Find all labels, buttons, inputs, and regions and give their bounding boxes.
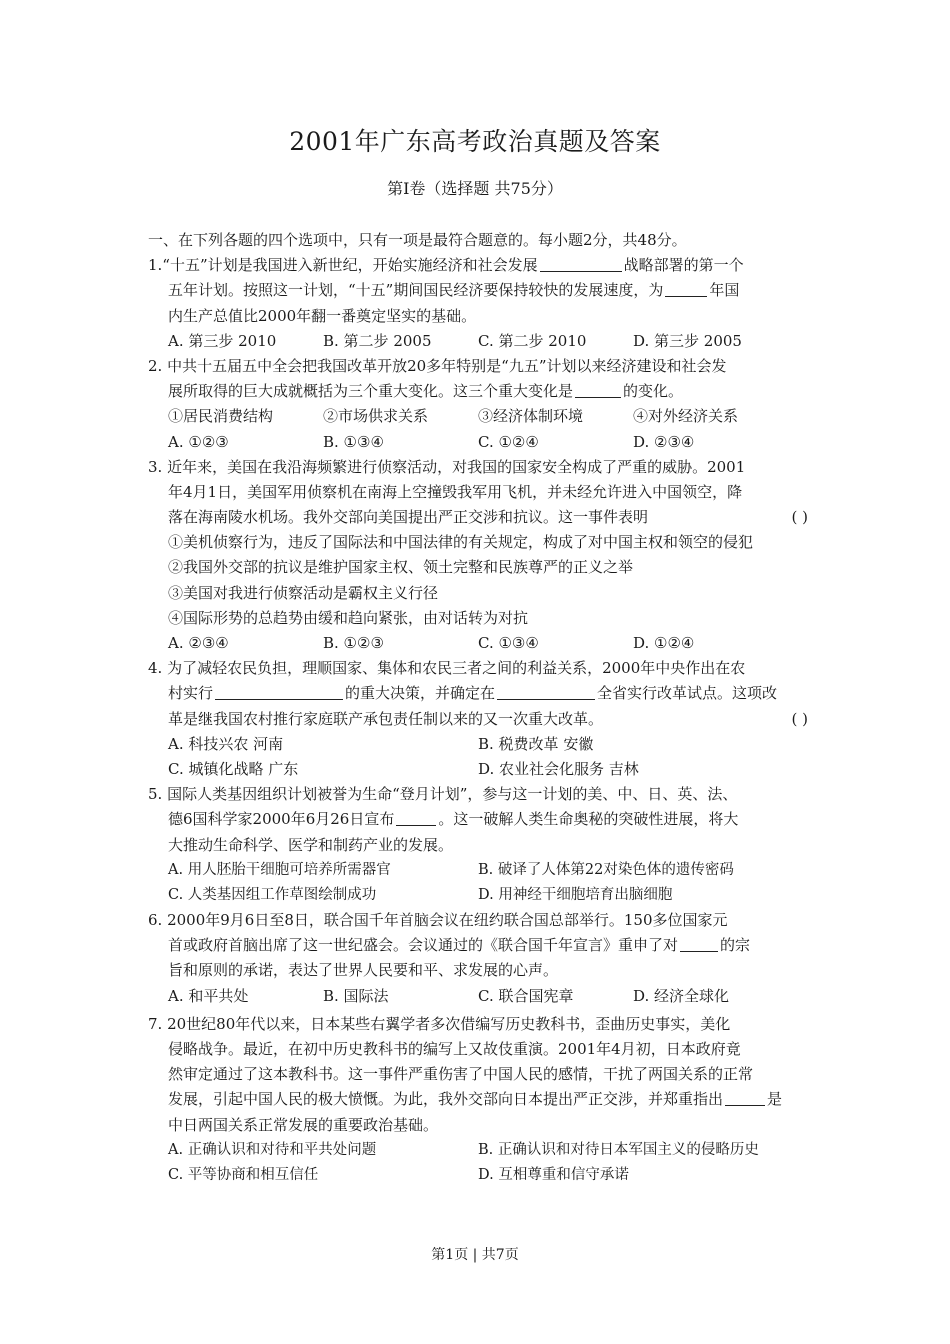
section-intro: 一、在下列各题的四个选项中，只有一项是最符合题意的。每小题2分，共48分。 bbox=[148, 231, 687, 249]
option-b: B. ①②③ bbox=[323, 634, 384, 652]
q3-statement: ④国际形势的总趋势由缓和趋向紧张，由对话转为对抗 bbox=[168, 608, 529, 627]
q2-options bbox=[148, 430, 808, 455]
q6-text: 首或政府首脑出席了这一世纪盛会。会议通过的《联合国千年宣言》重申了对 bbox=[168, 936, 679, 955]
option-d: D. ①②④ bbox=[633, 634, 695, 652]
option-d: D. 互相尊重和信守承诺 bbox=[478, 1166, 629, 1183]
option-d: D. 第三步 2005 bbox=[633, 331, 742, 350]
q7-options bbox=[148, 1163, 808, 1188]
q1-text: 战略部署的第一个 bbox=[623, 256, 744, 275]
option-d: D. 农业社会化服务 吉林 bbox=[478, 759, 639, 778]
item-1: ①居民消费结构 bbox=[168, 407, 274, 426]
q2-items bbox=[148, 404, 808, 429]
option-b: B. ①③④ bbox=[323, 432, 384, 451]
q2-text: 展所取得的巨大成就概括为三个重大变化。这三个重大变化是 bbox=[168, 382, 574, 401]
q4-options bbox=[148, 757, 808, 782]
q3-text: 年4月1日，美国军用侦察机在南海上空撞毁我军用飞机，并未经允许进入中国领空，降 bbox=[168, 482, 743, 501]
q7-text: 7. 20世纪80年代以来，日本某些右翼学者多次借编写历史教科书，歪曲历史事实，美化 bbox=[148, 1014, 731, 1033]
question-7 bbox=[148, 1012, 808, 1188]
answer-blank bbox=[680, 934, 718, 952]
question-4 bbox=[148, 656, 808, 782]
option-c: C. 人类基因组工作草图绘制成功 bbox=[168, 886, 377, 903]
item-3: ③经济体制环境 bbox=[478, 407, 584, 426]
option-a: A. ②③④ bbox=[168, 634, 229, 652]
answer-blank bbox=[497, 682, 595, 700]
q4-options bbox=[148, 732, 808, 757]
answer-blank bbox=[665, 279, 707, 297]
answer-blank bbox=[540, 254, 622, 272]
option-b: B. 第二步 2005 bbox=[323, 331, 432, 350]
question-3 bbox=[148, 455, 808, 657]
page-footer: 第1页 | 共7页 bbox=[431, 1247, 519, 1263]
answer-blank bbox=[725, 1088, 765, 1106]
answer-blank bbox=[215, 682, 343, 700]
q1-text: 年国 bbox=[709, 281, 740, 300]
option-c: C. 平等协商和相互信任 bbox=[168, 1166, 319, 1183]
q7-text: 发展，引起中国人民的极大愤慨。为此，我外交部向日本提出严正交涉，并郑重指出 bbox=[168, 1090, 724, 1109]
option-a: A. 第三步 2010 bbox=[168, 331, 277, 350]
item-4: ④对外经济关系 bbox=[633, 407, 739, 426]
q7-text: 中日两国关系正常发展的重要政治基础。 bbox=[168, 1115, 439, 1134]
q6-options bbox=[148, 984, 808, 1009]
q1-text: 五年计划。按照这一计划，“十五”期间国民经济要保持较快的发展速度，为 bbox=[168, 281, 664, 300]
option-c: C. 联合国宪章 bbox=[478, 986, 574, 1005]
q1-text: 内生产总值比2000年翻一番奠定坚实的基础。 bbox=[168, 306, 477, 325]
q6-text: 的宗 bbox=[720, 936, 751, 955]
q7-text: 侵略战争。最近，在初中历史教科书的编写上又故伎重演。2001年4月初，日本政府竟 bbox=[168, 1040, 741, 1058]
q5-text: 德6国科学家2000年6月26日宣布 bbox=[168, 810, 395, 829]
option-d: D. 经济全球化 bbox=[633, 986, 730, 1005]
answer-paren: ( ) bbox=[791, 508, 808, 527]
q3-text: 落在海南陵水机场。我外交部向美国提出严正交涉和抗议。这一事件表明 bbox=[168, 508, 649, 527]
q4-text: 4. 为了减轻农民负担，理顺国家、集体和农民三者之间的利益关系，2000年中央作出在农 bbox=[148, 659, 746, 678]
q1-options bbox=[148, 329, 808, 354]
q2-text: 的变化。 bbox=[623, 382, 684, 401]
q5-text: 大推动生命科学、医学和制药产业的发展。 bbox=[168, 835, 454, 854]
q4-text: 的重大决策，并确定在 bbox=[345, 684, 496, 703]
page-title: 2001年广东高考政治真题及答案 bbox=[289, 127, 661, 156]
q1-text: 1.“十五”计划是我国进入新世纪，开始实施经济和社会发展 bbox=[148, 256, 538, 275]
option-c: C. 第二步 2010 bbox=[478, 331, 587, 350]
option-b: B. 正确认识和对待日本军国主义的侵略历史 bbox=[478, 1141, 759, 1158]
q6-text: 旨和原则的承诺，表达了世界人民要和平、求发展的心声。 bbox=[168, 961, 559, 980]
option-c: C. 城镇化战略 广东 bbox=[168, 759, 299, 778]
option-a: A. ①②③ bbox=[168, 432, 229, 451]
q5-text: 。这一破解人类生命奥秘的突破性进展，将大 bbox=[438, 810, 739, 829]
option-a: A. 用人胚胎干细胞可培养所需器官 bbox=[168, 861, 391, 878]
option-c: C. ①②④ bbox=[478, 432, 539, 451]
question-5 bbox=[148, 782, 808, 908]
q7-text: 然审定通过了这本教科书。这一事件严重伤害了中国人民的感情，干扰了两国关系的正常 bbox=[168, 1065, 754, 1084]
answer-blank bbox=[396, 808, 436, 826]
option-c: C. ①③④ bbox=[478, 634, 539, 652]
q6-text: 6. 2000年9月6日至8日，联合国千年首脑会议在纽约联合国总部举行。150多位国家元 bbox=[148, 911, 728, 930]
q7-options bbox=[148, 1138, 808, 1163]
q3-statement: ③美国对我进行侦察活动是霸权主义行径 bbox=[168, 583, 439, 602]
q7-text: 是 bbox=[767, 1090, 783, 1109]
q3-text: 3. 近年来，美国在我沿海频繁进行侦察活动，对我国的国家安全构成了严重的威胁。2001 bbox=[148, 457, 746, 476]
option-b: B. 破译了人体第22对染色体的遗传密码 bbox=[478, 861, 734, 878]
answer-paren: ( ) bbox=[791, 709, 808, 728]
option-b: B. 税费改革 安徽 bbox=[478, 734, 594, 753]
question-6 bbox=[148, 908, 808, 1009]
option-d: D. 用神经干细胞培育出脑细胞 bbox=[478, 886, 673, 903]
q5-options bbox=[148, 858, 808, 883]
q4-text: 革是继我国农村推行家庭联产承包责任制以来的又一次重大改革。 bbox=[168, 709, 604, 728]
q3-options bbox=[148, 631, 808, 656]
item-2: ②市场供求关系 bbox=[323, 407, 429, 426]
q2-text: 2. 中共十五届五中全会把我国改革开放20多年特别是“九五”计划以来经济建设和社会发 bbox=[148, 356, 727, 375]
q5-options bbox=[148, 883, 808, 908]
option-a: A. 科技兴农 河南 bbox=[168, 734, 284, 753]
option-a: A. 正确认识和对待和平共处问题 bbox=[168, 1141, 377, 1158]
page-subtitle: 第Ⅰ卷（选择题 共75分） bbox=[387, 179, 563, 198]
q5-text: 5. 国际人类基因组织计划被誉为生命“登月计划”，参与这一计划的美、中、日、英、法、 bbox=[148, 785, 738, 804]
option-a: A. 和平共处 bbox=[168, 986, 249, 1005]
q4-text: 全省实行改革试点。这项改 bbox=[597, 684, 778, 703]
question-2 bbox=[148, 354, 808, 455]
q3-statement: ①美机侦察行为，违反了国际法和中国法律的有关规定，构成了对中国主权和领空的侵犯 bbox=[168, 533, 754, 552]
question-1 bbox=[148, 253, 808, 354]
answer-blank bbox=[575, 380, 621, 398]
q3-statement: ②我国外交部的抗议是维护国家主权、领土完整和民族尊严的正义之举 bbox=[168, 558, 634, 577]
q4-text: 村实行 bbox=[168, 684, 214, 703]
option-d: D. ②③④ bbox=[633, 432, 695, 451]
exam-content bbox=[148, 228, 808, 1188]
option-b: B. 国际法 bbox=[323, 986, 389, 1005]
